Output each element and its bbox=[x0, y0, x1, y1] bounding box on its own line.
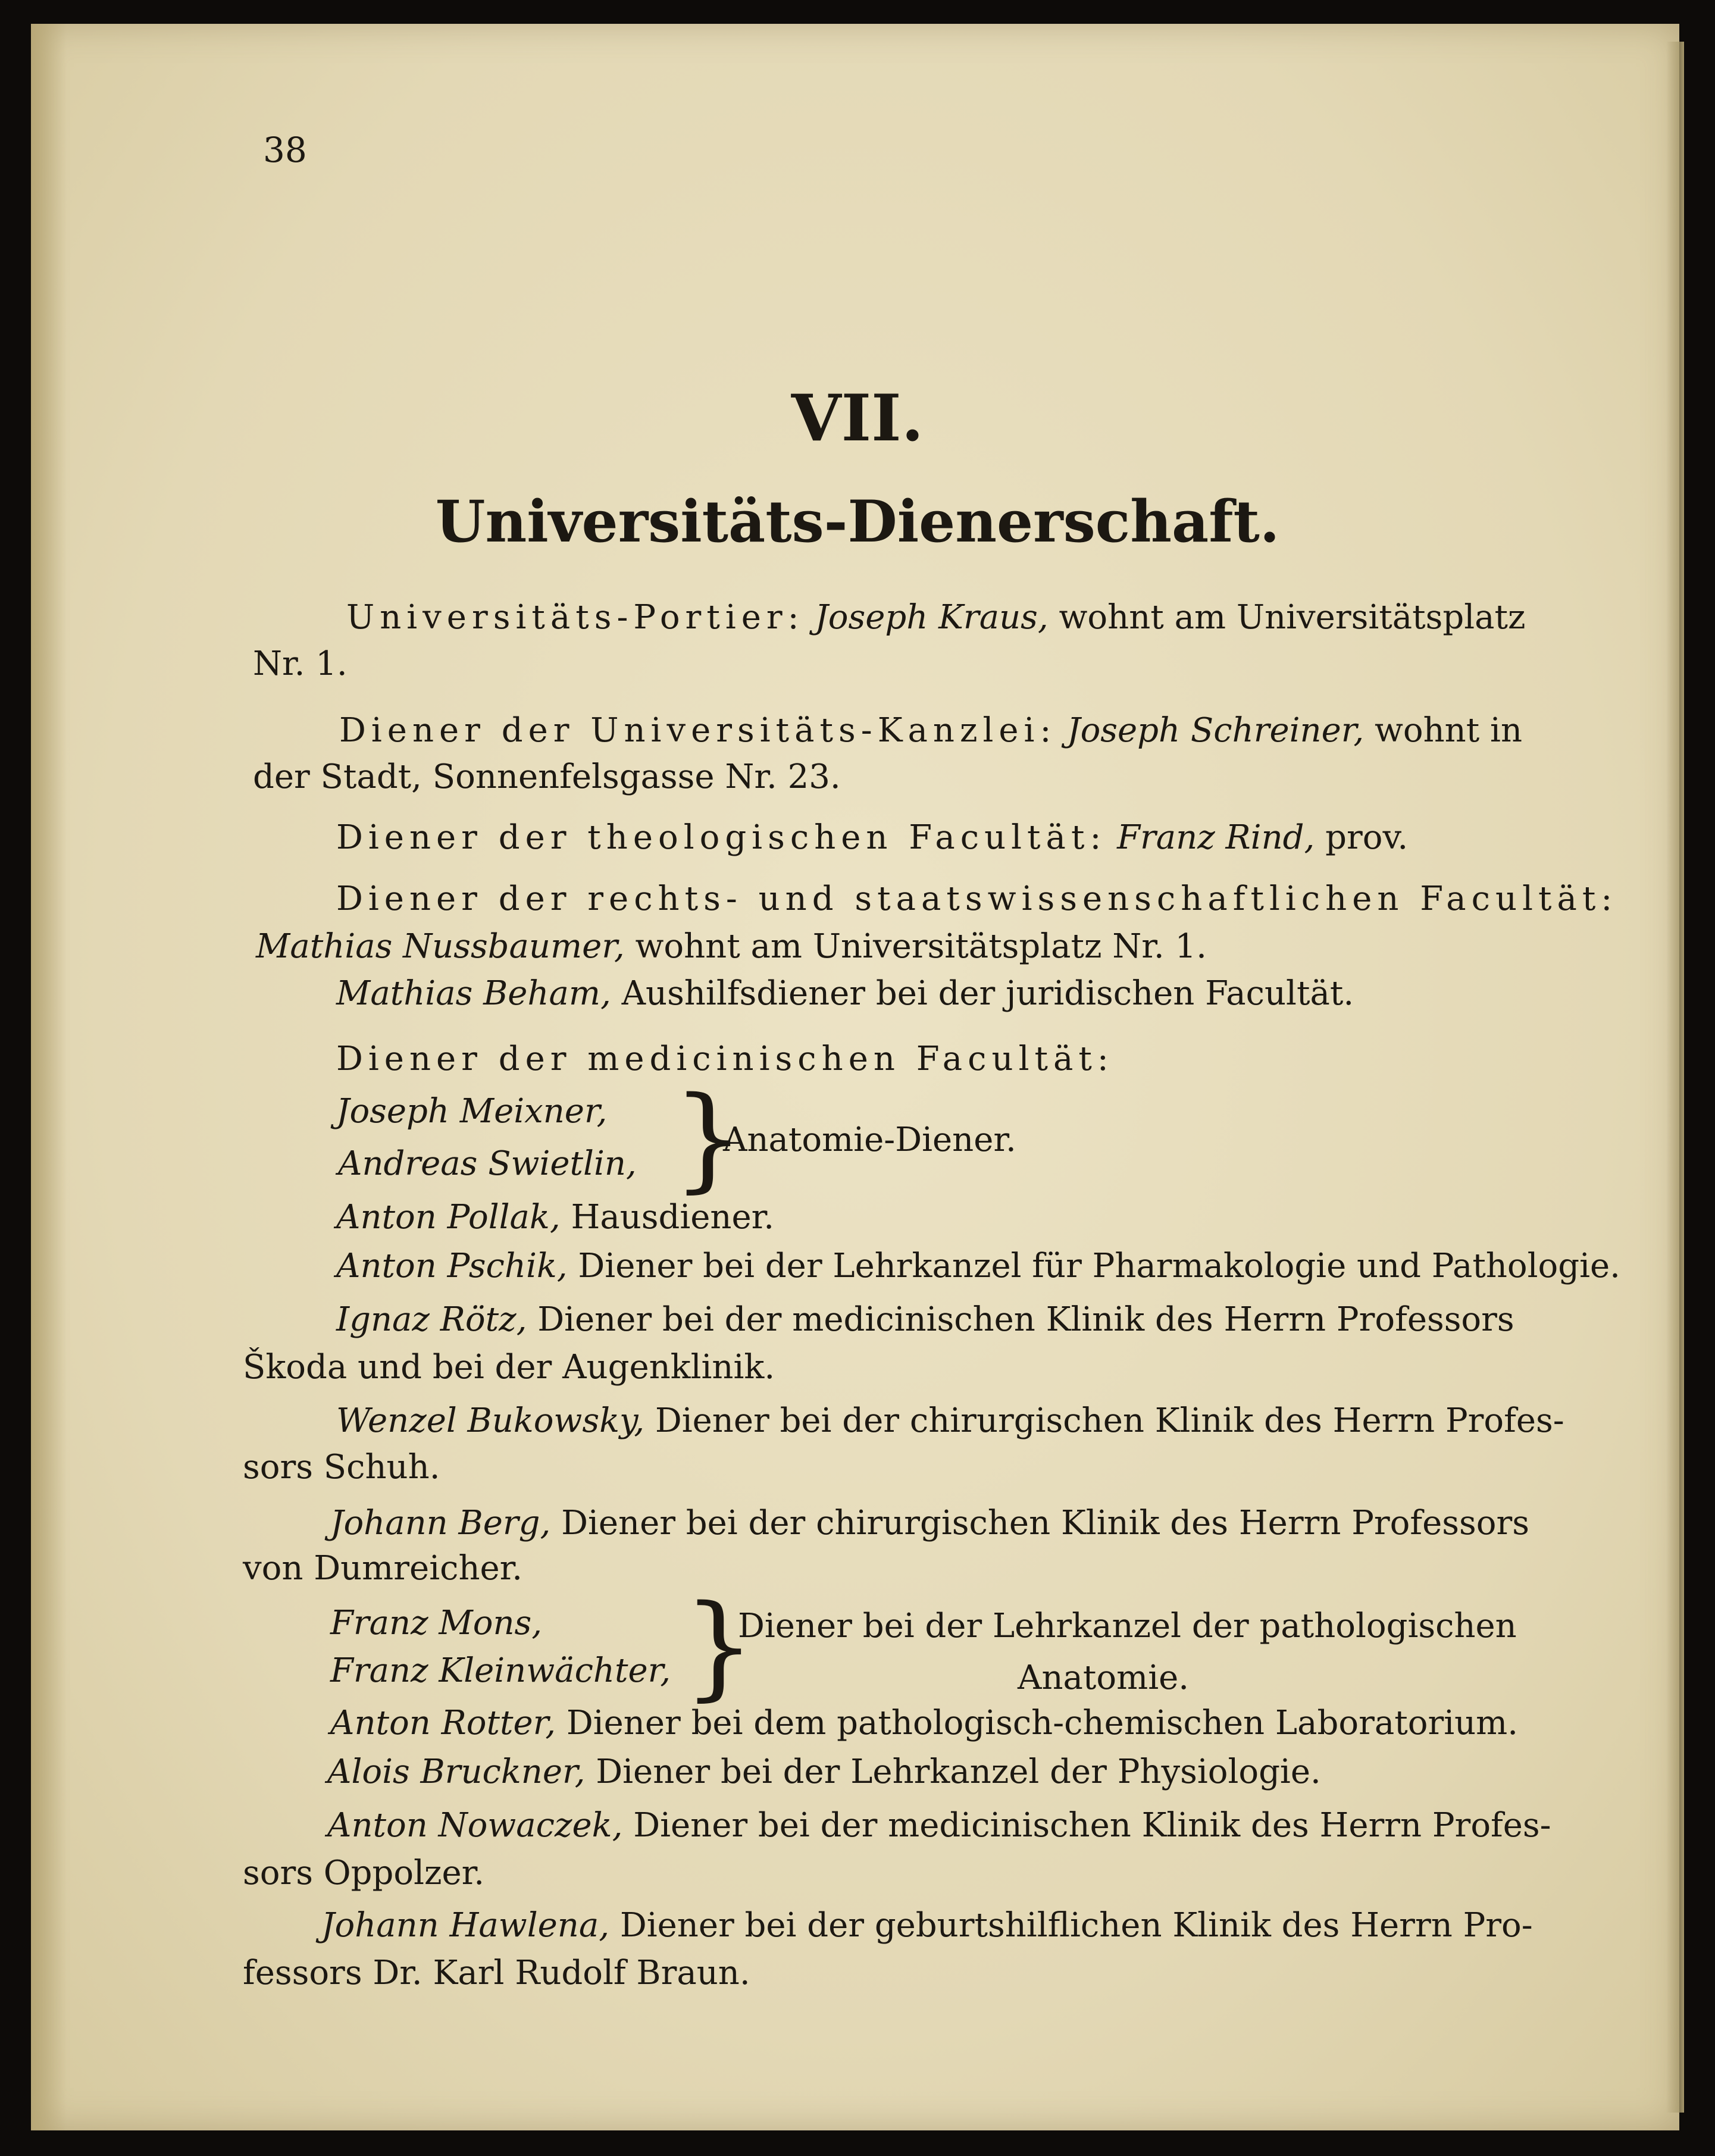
entry-detail: Diener bei der Lehrkanzel für Pharmakologie und Pathologie. bbox=[578, 1247, 1620, 1285]
person-name: Anton Rotter, bbox=[330, 1704, 556, 1742]
person-name: Mathias Beham, bbox=[336, 974, 611, 1013]
entry-pollak bbox=[336, 1198, 775, 1237]
entry-nowaczek bbox=[327, 1806, 1551, 1845]
entry-detail: Diener bei der chirurgischen Klinik des Herrn Professors bbox=[561, 1504, 1529, 1542]
entry-detail: Diener bei der Lehrkanzel der Physiologie. bbox=[596, 1753, 1321, 1791]
person-name: Wenzel Bukowsky, bbox=[336, 1401, 645, 1440]
entry-bukowsky bbox=[336, 1401, 1564, 1440]
person-name: Joseph Meixner, bbox=[336, 1092, 608, 1131]
group-label: Diener bei der Lehrkanzel der pathologischen bbox=[738, 1607, 1517, 1645]
person-name: Anton Pschik, bbox=[336, 1247, 568, 1285]
role-label: Diener der theologischen Facultät: bbox=[336, 818, 1107, 857]
entry-kanzlei bbox=[339, 711, 1523, 750]
entry-continuation: der Stadt, Sonnenfelsgasse Nr. 23. bbox=[253, 758, 841, 796]
entry-continuation: sors Oppolzer. bbox=[243, 1854, 485, 1892]
entry-detail: Diener bei der geburtshilflichen Klinik des Herrn Pro- bbox=[619, 1906, 1533, 1945]
entry-detail: wohnt in bbox=[1374, 711, 1523, 750]
person-name: Franz Kleinwächter, bbox=[330, 1651, 671, 1690]
role-label: Universitäts-Portier: bbox=[346, 598, 805, 637]
entry-pschik bbox=[336, 1247, 1620, 1285]
entry-theologie bbox=[336, 818, 1409, 857]
entry-detail: Diener bei der medicinischen Klinik des Herrn Professors bbox=[537, 1300, 1514, 1339]
person-name: Franz Rind, bbox=[1117, 818, 1315, 857]
person-name: Johann Hawlena, bbox=[321, 1906, 610, 1945]
person-name: Joseph Schreiner, bbox=[1067, 711, 1365, 750]
entry-detail: prov. bbox=[1325, 818, 1409, 857]
entry-detail: wohnt am Universitätsplatz bbox=[1059, 598, 1526, 637]
entry-bruckner bbox=[327, 1753, 1321, 1791]
entry-beham bbox=[336, 974, 1354, 1013]
entry-berg bbox=[330, 1504, 1529, 1542]
chapter-number: VII. bbox=[791, 381, 924, 456]
entry-detail: Hausdiener. bbox=[571, 1198, 775, 1237]
entry-continuation: Škoda und bei der Augenklinik. bbox=[243, 1348, 775, 1387]
chapter-title: Universitäts-Dienerschaft. bbox=[435, 488, 1280, 555]
entry-continuation: fessors Dr. Karl Rudolf Braun. bbox=[243, 1954, 750, 1992]
role-label-medicin: Diener der medicinischen Facultät: bbox=[336, 1040, 1114, 1078]
role-label-rechts: Diener der rechts- und staatswissenschaftlichen Facultät: bbox=[336, 880, 1618, 918]
entry-continuation: sors Schuh. bbox=[243, 1448, 440, 1487]
person-name: Ignaz Rötz, bbox=[336, 1300, 527, 1339]
entry-detail: Aushilfsdiener bei der juridischen Facultät. bbox=[621, 974, 1354, 1013]
entry-detail: Diener bei der chirurgischen Klinik des Herrn Profes- bbox=[655, 1401, 1564, 1440]
page-number: 38 bbox=[263, 130, 307, 170]
entry-rotter bbox=[330, 1704, 1519, 1742]
person-name: Andreas Swietlin, bbox=[338, 1144, 637, 1183]
person-name: Johann Berg, bbox=[330, 1504, 551, 1542]
entry-detail: Diener bei dem pathologisch-chemischen Laboratorium. bbox=[566, 1704, 1519, 1742]
person-name: Franz Mons, bbox=[330, 1604, 543, 1642]
entry-roetz bbox=[336, 1300, 1514, 1339]
person-name: Joseph Kraus, bbox=[815, 598, 1049, 637]
entry-detail: wohnt am Universitätsplatz Nr. 1. bbox=[635, 927, 1207, 966]
group-label: Anatomie. bbox=[1018, 1659, 1190, 1697]
person-name: Alois Bruckner, bbox=[327, 1753, 586, 1791]
role-label: Diener der Universitäts-Kanzlei: bbox=[339, 711, 1057, 750]
entry-portier bbox=[346, 598, 1526, 637]
entry-rechts bbox=[256, 927, 1207, 966]
person-name: Anton Nowaczek, bbox=[327, 1806, 623, 1845]
entry-detail: Diener bei der medicinischen Klinik des Herrn Profes- bbox=[633, 1806, 1551, 1845]
person-name: Anton Pollak, bbox=[336, 1198, 561, 1237]
entry-hawlena bbox=[321, 1906, 1533, 1945]
group-label: Anatomie-Diener. bbox=[723, 1121, 1016, 1159]
person-name: Mathias Nussbaumer, bbox=[256, 927, 625, 966]
curly-brace-icon: } bbox=[672, 1072, 744, 1204]
entry-continuation: Nr. 1. bbox=[253, 644, 348, 683]
curly-brace-icon: } bbox=[683, 1581, 755, 1712]
entry-continuation: von Dumreicher. bbox=[243, 1549, 523, 1588]
